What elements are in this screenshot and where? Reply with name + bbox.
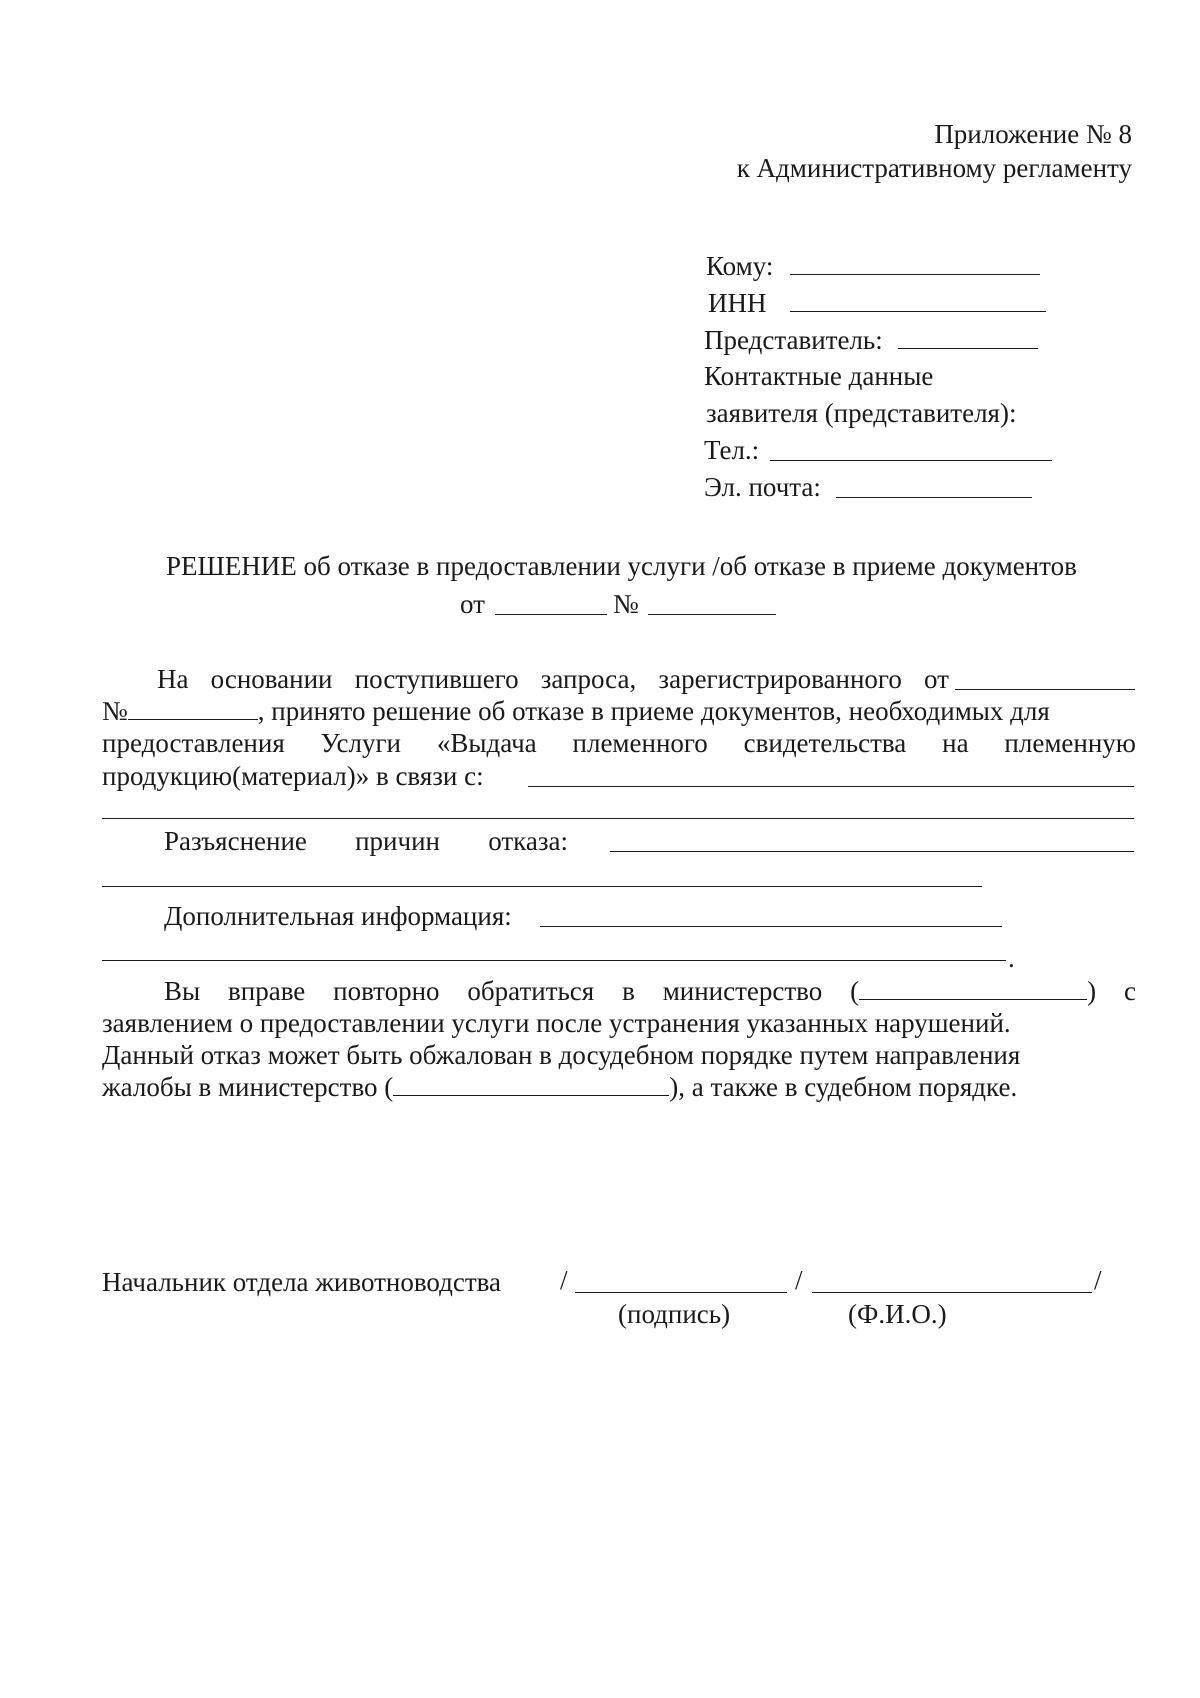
request-date-field[interactable] [955,689,1135,690]
request-line-4: продукцию(материал)» в связи с: [102,761,484,791]
word: племенную [1004,728,1136,758]
word: министерство [662,976,823,1006]
explanation-field-2[interactable] [102,886,982,887]
word: запроса, [540,664,637,694]
word: свидетельства [743,728,907,758]
word: на [942,728,969,758]
word: На [157,664,189,694]
decision-number-field[interactable] [648,614,776,615]
word: обратиться [467,976,595,1006]
additional-info-field-1[interactable] [540,926,1002,927]
request-number-field[interactable] [128,697,258,720]
word: причин [355,826,440,856]
appeal-line-4 [102,1071,1017,1103]
request-line-2-text: , принято решение об отказе в приеме документов, необходимых для [257,696,1050,726]
contacts-label-line1: Контактные данные [704,361,934,391]
word: Разъяснение [164,826,307,856]
to-field[interactable] [790,274,1040,275]
contacts-label-line2: заявителя (представителя): [706,398,1017,428]
inn-field[interactable] [790,311,1046,312]
appeal-line-4-suffix: ), а также в судебном порядке. [669,1072,1018,1102]
additional-info-period: . [1008,943,1015,973]
decision-date-field[interactable] [495,614,607,615]
appendix-regulation: к Административному регламенту [736,153,1132,183]
representative-field[interactable] [898,348,1038,349]
appendix-number: Приложение № 8 [934,119,1132,149]
open-paren: ( [850,976,860,1006]
signature-slash-3: / [1094,1265,1102,1295]
decision-number-label: № [613,589,639,619]
word: Услуги [320,728,401,758]
signature-slash-2: / [795,1265,803,1295]
email-field[interactable] [836,497,1032,498]
ministry-field-2[interactable] [393,1073,669,1096]
ministry-field-1-wrap [850,975,1096,1007]
reason-field-2[interactable] [102,818,1134,819]
appeal-line-2: заявлением о предоставлении услуги после устранения указанных нарушений. [102,1008,1011,1038]
request-line-3 [102,727,1136,759]
word: племенного [572,728,708,758]
word: Вы [164,976,201,1006]
appeal-line-4-prefix: жалобы в министерство ( [102,1072,394,1102]
signatory-position: Начальник отдела животноводства [102,1267,502,1297]
word: с [1123,976,1136,1006]
phone-field[interactable] [770,460,1052,461]
appeal-line-3: Данный отказ может быть обжалован в досудебном порядке путем направления [102,1040,1021,1070]
close-paren: ) [1087,976,1097,1006]
additional-info-field-2[interactable] [102,960,1006,961]
explanation-field-1[interactable] [610,851,1134,852]
reason-field-1[interactable] [528,786,1134,787]
explanation-label [164,825,568,857]
decision-date-label: от [460,589,485,619]
request-line-2 [102,695,1050,727]
word: предоставления [102,728,285,758]
name-caption: (Ф.И.О.) [848,1299,947,1329]
phone-label: Тел.: [704,435,760,465]
name-field[interactable] [812,1292,1092,1293]
word: повторно [333,976,440,1006]
request-line-1 [157,663,949,695]
word: вправе [228,976,306,1006]
email-label: Эл. почта: [704,472,821,502]
inn-label: ИНН [708,288,767,318]
signature-slash-1: / [560,1265,568,1295]
signature-caption: (подпись) [618,1299,731,1329]
word: поступившего [354,664,519,694]
number-sign: № [102,696,128,726]
appeal-line-1 [164,975,1136,1007]
ministry-field-1[interactable] [859,977,1087,1000]
additional-info-label: Дополнительная информация: [164,901,512,931]
word: отказа: [488,826,568,856]
word: «Выдача [436,728,537,758]
word: в [622,976,635,1006]
word: от [924,664,949,694]
to-label: Кому: [706,251,774,281]
word: основании [210,664,333,694]
representative-label: Представитель: [704,325,883,355]
word: зарегистрированного [658,664,902,694]
signature-field[interactable] [575,1292,787,1293]
decision-title: РЕШЕНИЕ об отказе в предоставлении услуги /об отказе в приеме документов [166,551,1077,581]
